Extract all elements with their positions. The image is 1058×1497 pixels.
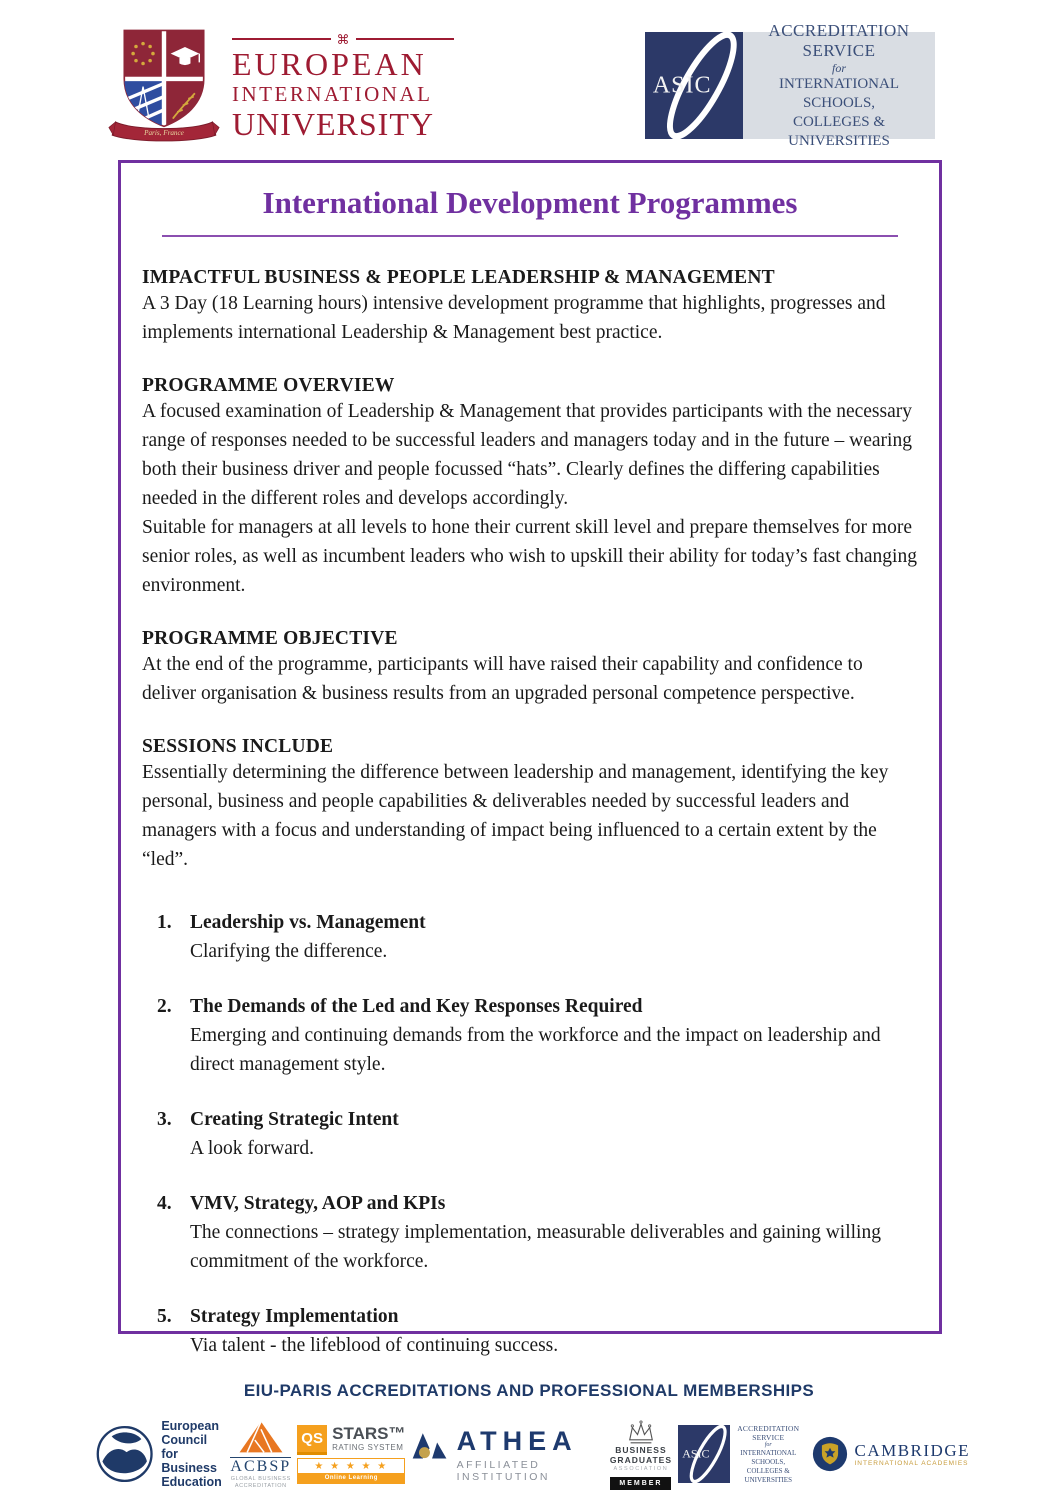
list-description: The connections – strategy implementation, measurable deliverables and gaining willing commitment of the workforce.: [190, 1222, 881, 1272]
acbsp-triangle-icon: [238, 1419, 284, 1455]
list-number: 1.: [157, 912, 172, 933]
acbsp-logo: [230, 1419, 291, 1490]
asic-line3: INTERNATIONAL SCHOOLS,: [740, 1448, 797, 1466]
cambridge-crest-icon: [812, 1436, 848, 1472]
eiu-name-line2: INTERNATIONAL: [232, 82, 433, 106]
asic-abbr: ASIC: [652, 72, 712, 98]
ecbe-line: Business: [161, 1461, 217, 1475]
athea-sub: AFFILIATED INSTITUTION: [456, 1458, 550, 1483]
section-paragraph: A focused examination of Leadership & Management that provides participants with the necessary range of responses needed to be successful leaders and managers today and in the future – wearing both their business driver and people focussed “hats”. Clearly defines the differing capabilities needed in the different roles and develops accordingly.: [142, 401, 913, 509]
list-description: Clarifying the difference.: [190, 941, 388, 962]
ecbe-text: [161, 1419, 224, 1489]
asic-swoosh-icon: [645, 32, 743, 139]
eiu-name-line3: UNIVERSITY: [232, 106, 434, 142]
eiu-wordmark: [232, 26, 454, 142]
asic-text: [730, 1425, 806, 1483]
qs-sub: RATING SYSTEM: [332, 1442, 404, 1452]
asic-swoosh-icon: [678, 1425, 730, 1483]
ecbe-line: Education: [161, 1475, 222, 1489]
eiu-logo: [104, 26, 454, 144]
qs-stars-logo: [297, 1425, 405, 1484]
list-description: Emerging and continuing demands from the workforce and the impact on leadership and direct management style.: [190, 1025, 881, 1075]
qs-name: STARS™: [332, 1423, 406, 1443]
list-description: Via talent - the lifeblood of continuing success.: [190, 1335, 559, 1356]
asic-line1: ACCREDITATION SERVICE: [768, 20, 910, 60]
athea-mark-icon: [411, 1426, 448, 1464]
section-paragraph: Suitable for managers at all levels to hone their current skill level and prepare themselves for more senior roles, as well as incumbent leaders who wish to upskill their ability for today’s fast changing environment.: [142, 517, 917, 596]
list-item: [142, 908, 918, 966]
bowen-knot-icon: ⌘: [336, 31, 350, 47]
list-number: 3.: [157, 1109, 172, 1130]
qs-online-learning-label: Online Learning: [298, 1473, 404, 1483]
bga-line1: BUSINESS: [615, 1444, 667, 1455]
list-item: [142, 1189, 918, 1276]
business-graduates-logo: [610, 1419, 672, 1490]
title-underline: [162, 235, 898, 237]
page-title: International Development Programmes: [262, 185, 798, 220]
list-title: VMV, Strategy, AOP and KPIs: [190, 1193, 446, 1214]
cambridge-sub: INTERNATIONAL ACADEMIES: [854, 1459, 969, 1467]
qs-stars-box: [297, 1458, 405, 1484]
list-description: A look forward.: [190, 1138, 315, 1159]
session-list: [142, 908, 918, 1360]
ecbe-line: Council for: [161, 1433, 208, 1461]
acbsp-sub2: ACCREDITATION: [234, 1482, 287, 1489]
list-item: [142, 992, 918, 1079]
list-number: 5.: [157, 1306, 172, 1327]
acbsp-name: ACBSP: [230, 1457, 292, 1475]
section-paragraph: At the end of the programme, participants will have raised their capability and confidence to deliver organisation & business results from an upgraded personal competence perspective.: [142, 654, 863, 704]
asic-line4: COLLEGES & UNIVERSITIES: [788, 113, 890, 149]
list-number: 4.: [157, 1193, 172, 1214]
cambridge-name: CAMBRIDGE: [854, 1440, 970, 1460]
ecbe-globe-icon: [95, 1423, 154, 1485]
asic-text: [743, 20, 935, 149]
asic-abbr: ASIC: [682, 1446, 710, 1461]
section-heading-impactful: IMPACTFUL BUSINESS & PEOPLE LEADERSHIP & MANAGEMENT: [142, 267, 775, 288]
section-paragraph: Essentially determining the difference between leadership and management, identifying the key personal, business and people capabilities & deliverables needed by successful leaders and managers with a focus and understanding of impact being influenced to a certain extent by the “led”.: [142, 762, 889, 870]
bga-member-badge: MEMBER: [610, 1477, 671, 1490]
list-title: The Demands of the Led and Key Responses Required: [190, 996, 643, 1017]
programme-box: [118, 160, 942, 1356]
bga-line3: ASSOCIATION: [613, 1465, 669, 1472]
ecbe-line: European: [161, 1419, 219, 1433]
section-heading-objective: PROGRAMME OBJECTIVE: [142, 628, 398, 649]
eiu-banner-text: Paris, France: [144, 129, 184, 138]
accreditations-heading: EIU-PARIS ACCREDITATIONS AND PROFESSIONAL MEMBERSHIPS: [243, 1381, 815, 1400]
cambridge-logo: [812, 1436, 970, 1472]
crown-icon: [623, 1419, 659, 1445]
qs-badge-icon: QS: [297, 1425, 327, 1455]
list-title: Strategy Implementation: [190, 1306, 399, 1327]
list-number: 2.: [157, 996, 172, 1017]
asic-line1: ACCREDITATION SERVICE: [737, 1423, 800, 1442]
bga-line2: GRADUATES: [609, 1454, 673, 1465]
asic-accreditation-logo: [645, 20, 935, 149]
eiu-ornament-rule: [232, 32, 454, 46]
athea-name: ATHEA: [456, 1425, 578, 1456]
asic-line2: for: [764, 1441, 772, 1448]
list-title: Creating Strategic Intent: [190, 1109, 399, 1130]
section-heading-sessions: SESSIONS INCLUDE: [142, 736, 334, 757]
eiu-crest-icon: [104, 26, 224, 144]
athea-logo: [411, 1426, 603, 1483]
asic-line3: INTERNATIONAL SCHOOLS,: [779, 75, 899, 111]
list-item: [142, 1302, 918, 1360]
list-title: Leadership vs. Management: [190, 912, 426, 933]
qs-stars-icons: ★ ★ ★ ★ ★: [314, 1460, 389, 1472]
asic-line4: COLLEGES & UNIVERSITIES: [744, 1466, 792, 1484]
ecbe-logo: [95, 1419, 224, 1489]
section-paragraph: A 3 Day (18 Learning hours) intensive development programme that highlights, progresses and implements international Leadership & Management best practice.: [142, 293, 886, 343]
asic-footer-logo: [678, 1425, 806, 1483]
asic-line2: for: [831, 60, 846, 75]
accreditation-logo-row: [95, 1412, 970, 1496]
eiu-name-line1: EUROPEAN: [232, 46, 427, 82]
list-item: [142, 1105, 918, 1163]
acbsp-sub1: GLOBAL BUSINESS: [230, 1475, 291, 1482]
section-heading-overview: PROGRAMME OVERVIEW: [142, 375, 395, 396]
